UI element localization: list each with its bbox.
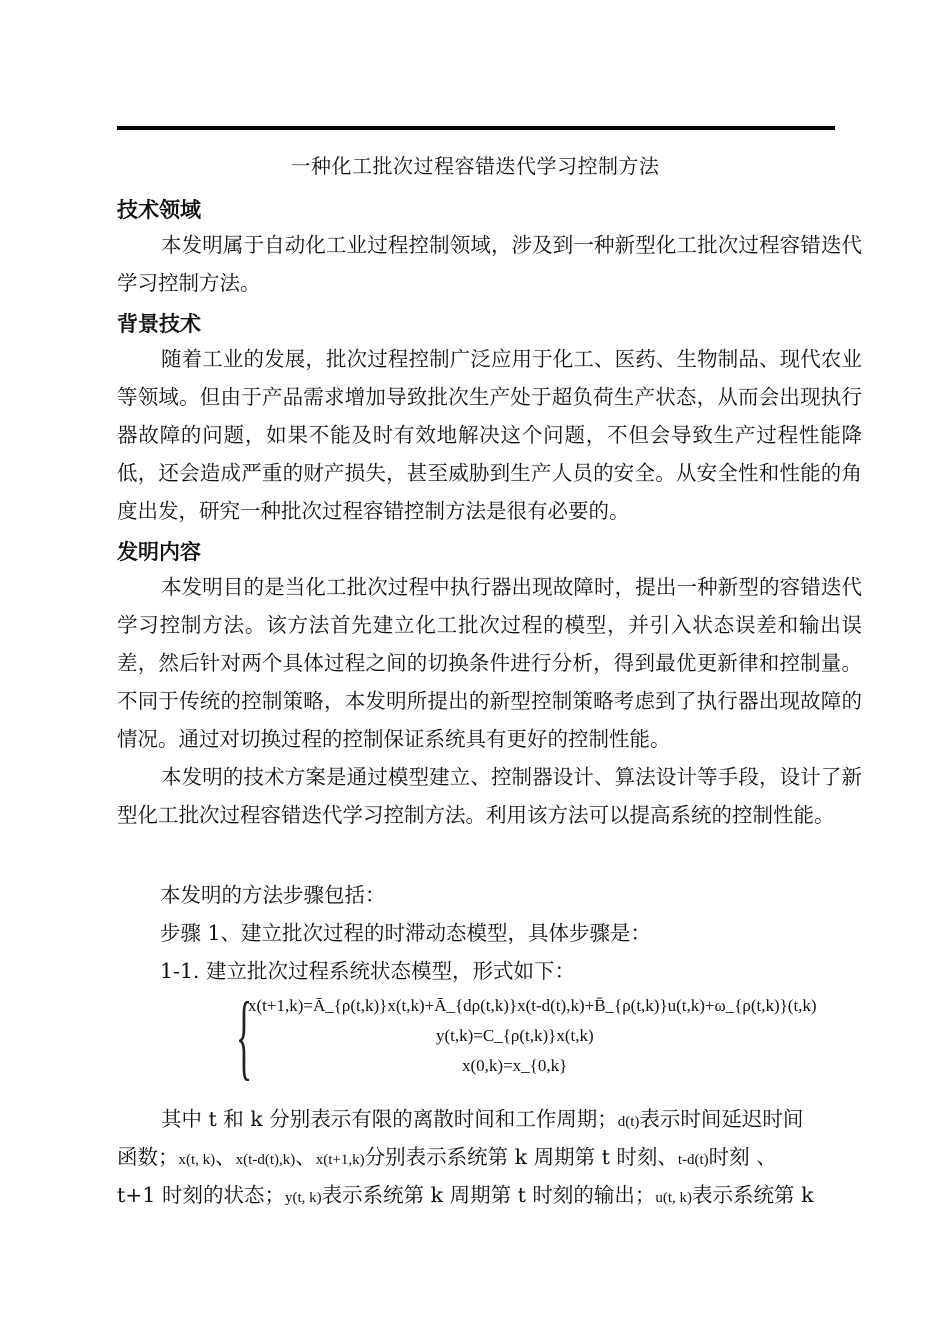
explanation-line-2 [117, 1138, 862, 1179]
math-symbol: d(t) [617, 1114, 640, 1130]
heading-content: 发明内容 [117, 540, 201, 564]
math-symbol: t-d(t) [677, 1152, 709, 1168]
explanation-text: 表示时间延迟时间 [639, 1107, 804, 1131]
para-tech-field: 本发明属于自动化工业过程控制领域，涉及到一种新型化工批次过程容错迭代学习控制方法。 [117, 233, 862, 295]
equation-brace: { [236, 982, 253, 1089]
para-content-1: 本发明目的是当化工批次过程中执行器出现故障时，提出一种新型的容错迭代学习控制方法。该方法首先建立化工批次过程的模型，并引入状态误差和输出误差，然后针对两个具体过程之间的切换条件进行分析，得到最优更新律和控制量。不同于传统的控制策略，本发明所提出的新型控制策略考虑到了执行器出现故障的情况。通过对切换过程的控制保证系统具有更好的控制性能。 [117, 575, 862, 751]
explanation-text: t+1 时刻的状态； [117, 1183, 285, 1207]
para-background: 随着工业的发展，批次过程控制广泛应用于化工、医药、生物制品、现代农业等领域。但由于产品需求增加导致批次生产处于超负荷生产状态，从而会出现执行器故障的问题，如果不能及时有效地解决这个问题，不但会导致生产过程性能降低，还会造成严重的财产损失，甚至威胁到生产人员的安全。从安全性和性能的角度出发，研究一种批次过程容错控制方法是很有必要的。 [117, 347, 862, 523]
explanation-text: 时刻 、 [708, 1145, 777, 1169]
document-title: 一种化工批次过程容错迭代学习控制方法 [290, 154, 660, 178]
explanation-text: 其中 t 和 k 分别表示有限的离散时间和工作周期； [161, 1107, 618, 1131]
explanation-text: 表示系统第 k 周期第 t 时刻的输出； [321, 1183, 656, 1207]
step-1: 步骤 1、建立批次过程的时滞动态模型，具体步骤是： [160, 921, 652, 945]
math-symbol: x(t, k) [178, 1152, 216, 1168]
explanation-text: 表示系统第 k [692, 1183, 814, 1207]
steps-intro: 本发明的方法步骤包括： [160, 883, 386, 907]
explanation-line-1 [117, 1100, 862, 1141]
heading-tech-field: 技术领域 [117, 198, 201, 222]
math-symbol: x(t+1,k) [315, 1152, 365, 1168]
para-content-2: 本发明的技术方案是通过模型建立、控制器设计、算法设计等手段，设计了新型化工批次过程容错迭代学习控制方法。利用该方法可以提高系统的控制性能。 [117, 765, 862, 827]
step-1-1: 1-1. 建立批次过程系统状态模型，形式如下： [160, 959, 576, 983]
header-rule [117, 126, 835, 130]
heading-background: 背景技术 [117, 312, 201, 336]
equation-row-1: x(t+1,k)=Ā_{ρ(t,k)}x(t,k)+Ā_{dρ(t,k)}x(t-d(t),k)+B̄_{ρ(t,k)}u(t,k)+ω_{ρ(t,k)}(t,k) [248, 996, 817, 1015]
separator: 、 [295, 1145, 316, 1169]
equation-row-3: x(0,k)=x_{0,k} [462, 1056, 568, 1075]
math-symbol: x(t-d(t),k) [235, 1152, 296, 1168]
explanation-line-3 [117, 1176, 862, 1217]
equation-row-2: y(t,k)=C_{ρ(t,k)}x(t,k) [436, 1026, 594, 1045]
separator: 、 [215, 1145, 236, 1169]
math-symbol: y(t, k) [284, 1190, 322, 1206]
math-symbol: u(t, k) [655, 1190, 693, 1206]
explanation-text: 函数； [117, 1145, 179, 1169]
explanation-text: 分别表示系统第 k 周期第 t 时刻、 [364, 1145, 678, 1169]
state-model-equation [236, 982, 817, 1089]
